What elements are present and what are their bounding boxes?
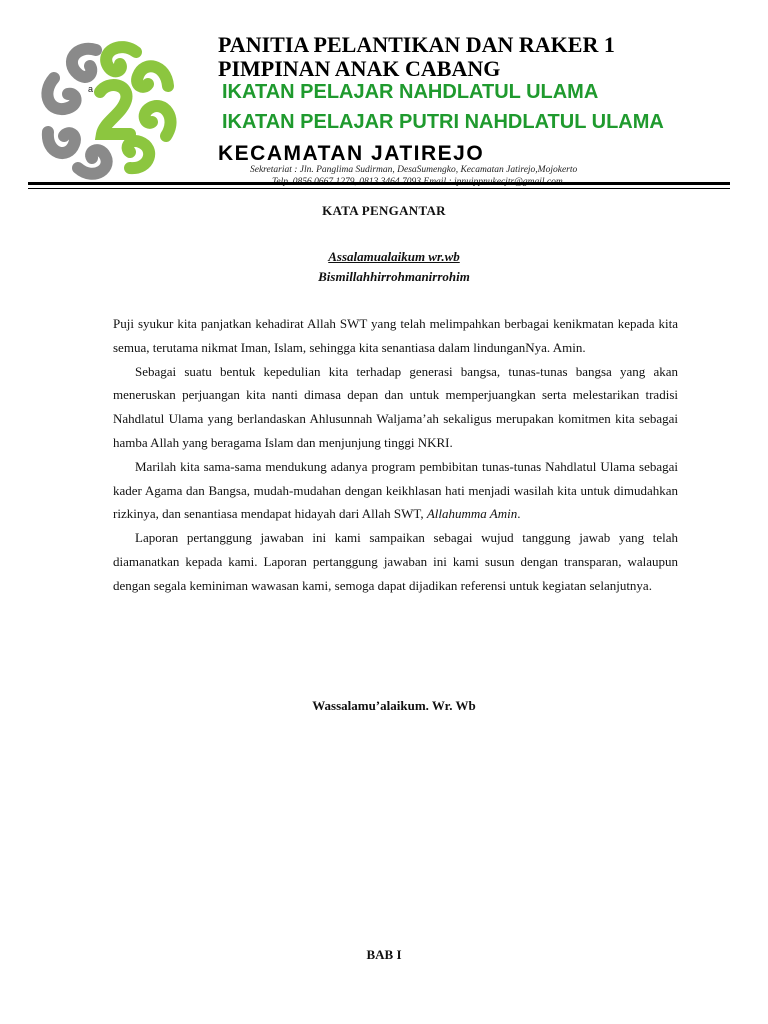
paragraph-3-text: Marilah kita sama-sama mendukung adanya program pembibitan tunas-tunas Nahdlatul Ulama sebagai kader Agama dan Bangsa, mudah-mudahan dengan keikhlasan hati menjadi wasilah kita untuk dimudahkan rizkinya, dan senantiasa mendapat hidayah dari Allah SWT, [113, 458, 678, 522]
chapter-heading: BAB I [366, 947, 402, 962]
amin-suffix: . [517, 506, 521, 522]
committee-title: PANITIA PELANTIKAN DAN RAKER 1 [218, 32, 615, 57]
header-rule-thick [28, 182, 730, 185]
paragraph-1: Puji syukur kita panjatkan kehadirat Allah SWT yang telah melimpahkan berbagai kenikmatan kepada kita semua, terutama nikmat Iman, Islam, sehingga kita senantiasa dalam lindunganNya. Amin. [113, 316, 678, 355]
paragraph-4: Laporan pertanggung jawaban ini kami sampaikan sebagai wujud tanggung jawab yang telah diamanatkan kepada kami. Laporan pertanggung jawaban ini kami susun dengan transparan, walaupun dengan segala keminiman wawasan kami, semoga dapat dijadikan referensi untuk kegiatan selanjutnya. [113, 530, 678, 593]
closing-greeting: Wassalamu’alaikum. Wr. Wb [312, 698, 476, 713]
greeting: Assalamualaikum wr.wb [328, 249, 460, 264]
ipnu-ippnu-logo-icon [34, 36, 184, 186]
org-name-ipnu: IKATAN PELAJAR NAHDLATUL ULAMA [222, 81, 599, 103]
letterhead [0, 0, 768, 200]
page-title: KATA PENGANTAR [322, 203, 446, 218]
paragraph-3 [113, 455, 678, 526]
document-body [113, 312, 678, 598]
secretariat-address: Sekretariat : Jln. Panglima Sudirman, DesaSumengko, Kecamatan Jatirejo,Mojokerto [250, 165, 578, 175]
amin-text: Allahumma Amin [426, 506, 518, 522]
paragraph-2: Sebagai suatu bentuk kepedulian kita terhadap generasi bangsa, tunas-tunas bangsa yang akan meneruskan perjuangan kita nanti dimasa depan dan untuk memperjuangkan serta melestarikan tradisi Nahdlatul Ulama yang berlandaskan Ahlusunnah Waljama’ah sekaligus merupakan komitmen kita sebagai hamba Allah yang beragama Islam dan menjunjung tinggi NKRI. [113, 363, 678, 450]
org-name-ippnu: IKATAN PELAJAR PUTRI NAHDLATUL ULAMA [222, 111, 664, 133]
logo-letter: a [88, 84, 94, 94]
header-rule-thin [28, 188, 730, 189]
district-name: KECAMATAN JATIREJO [218, 142, 485, 165]
basmala: Bismillahhirrohmanirrohim [318, 269, 470, 284]
branch-title: PIMPINAN ANAK CABANG [218, 56, 501, 81]
